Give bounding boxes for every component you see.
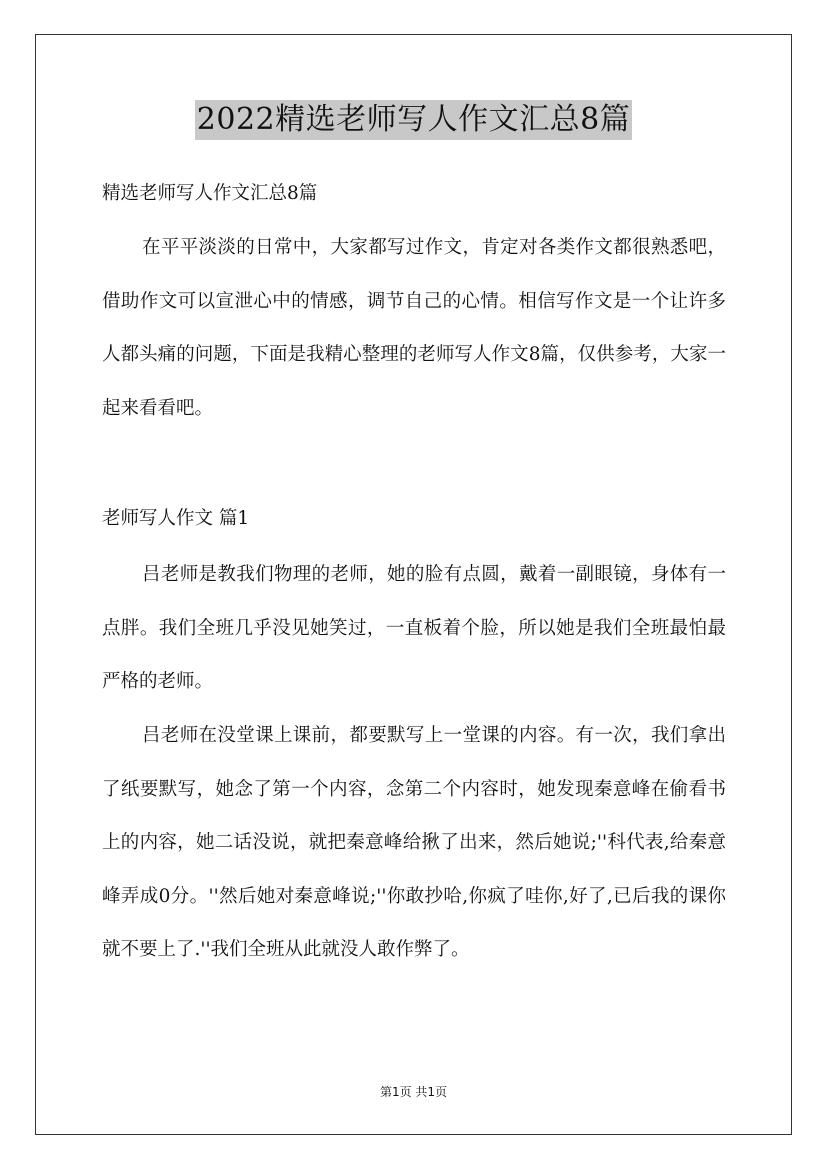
intro-paragraph: 在平平淡淡的日常中，大家都写过作文，肯定对各类作文都很熟悉吧，借助作文可以宣泄心中的情感，调节自己的心情。相信写作文是一个让许多人都头痛的问题，下面是我精心整理的老师写人作文8篇，仅供参考，大家一起来看看吧。 — [102, 237, 726, 419]
body-paragraph-2: 吕老师在没堂课上课前，都要默写上一堂课的内容。有一次，我们拿出了纸要默写，她念了第一个内容，念第二个内容时，她发现秦意峰在偷看书上的内容，她二话没说，就把秦意峰给揪了出来，然后她说;''科代表,给秦意峰弄成0分。''然后她对秦意峰说;''你敢抄哈,你疯了哇你,好了,已后我的课你就不要上了.''我们全班从此就没人敢作弊了。 — [102, 725, 726, 960]
document-subtitle: 精选老师写人作文汇总8篇 — [102, 183, 318, 204]
title-container — [0, 100, 827, 140]
section-heading: 老师写人作文 篇1 — [102, 508, 250, 529]
body-paragraph-1: 吕老师是教我们物理的老师，她的脸有点圆，戴着一副眼镜，身体有一点胖。我们全班几乎没见她笑过，一直板着个脸，所以她是我们全班最怕最严格的老师。 — [102, 564, 726, 692]
page-footer: 第1页 共1页 — [379, 1085, 448, 1099]
document-title: 2022精选老师写人作文汇总8篇 — [195, 100, 632, 140]
